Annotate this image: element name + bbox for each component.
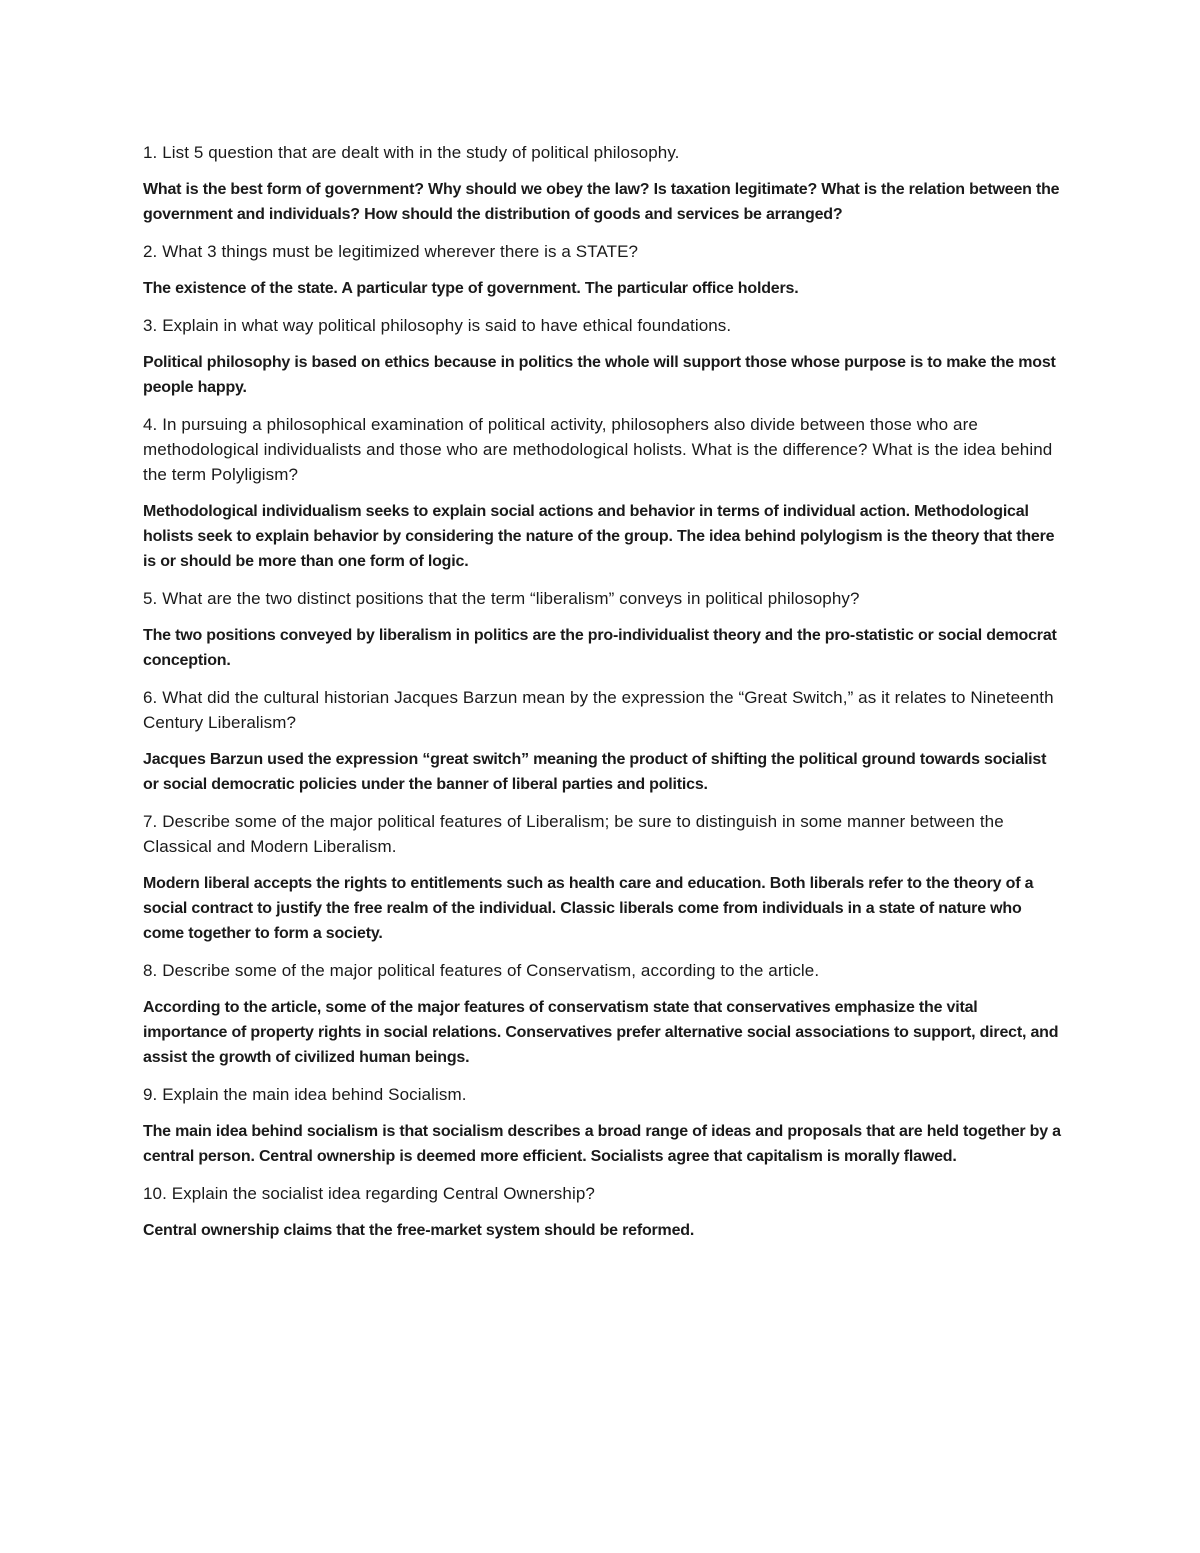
answer-4: Methodological individualism seeks to explain social actions and behavior in terms of individual action. Methodological holists seek to explain behavior by considering the nature of the group. The idea behind polylogism is the theory that there is or should be more than one form of logic. bbox=[143, 503, 1055, 570]
qa-item-10 bbox=[143, 1181, 1063, 1243]
qa-item-7 bbox=[143, 809, 1063, 946]
answer-2: The existence of the state. A particular type of government. The particular office holders. bbox=[143, 280, 799, 297]
qa-item-2 bbox=[143, 239, 1063, 301]
answer-8: According to the article, some of the major features of conservatism state that conservatives emphasize the vital importance of property rights in social relations. Conservatives prefer alternative social associations to support, direct, and assist the growth of civilized human beings. bbox=[143, 999, 1059, 1066]
qa-item-3 bbox=[143, 313, 1063, 400]
question-6: 6. What did the cultural historian Jacques Barzun mean by the expression the “Great Switch,” as it relates to Nineteenth Century Liberalism? bbox=[143, 688, 1054, 732]
question-2: 2. What 3 things must be legitimized wherever there is a STATE? bbox=[143, 242, 639, 261]
question-4: 4. In pursuing a philosophical examination of political activity, philosophers also divide between those who are methodological individualists and those who are methodological holists. What is the difference? What is the idea behind the term Polyligism? bbox=[143, 415, 1053, 484]
question-7: 7. Describe some of the major political features of Liberalism; be sure to distinguish in some manner between the Classical and Modern Liberalism. bbox=[143, 812, 1004, 856]
answer-3: Political philosophy is based on ethics because in politics the whole will support those whose purpose is to make the most people happy. bbox=[143, 354, 1056, 396]
answer-9: The main idea behind socialism is that socialism describes a broad range of ideas and proposals that are held together by a central person. Central ownership is deemed more efficient. Socialists agree that capitalism is morally flawed. bbox=[143, 1123, 1061, 1165]
question-8: 8. Describe some of the major political features of Conservatism, according to the article. bbox=[143, 961, 820, 980]
qa-item-1 bbox=[143, 140, 1063, 227]
qa-item-8 bbox=[143, 958, 1063, 1070]
answer-1: What is the best form of government? Why should we obey the law? Is taxation legitimate? What is the relation between the government and individuals? How should the distribution of goods and services be arranged? bbox=[143, 181, 1060, 223]
answer-7: Modern liberal accepts the rights to entitlements such as health care and education. Both liberals refer to the theory of a social contract to justify the free realm of the individual. Classic liberals come from individuals in a state of nature who come together to form a society. bbox=[143, 875, 1034, 942]
qa-item-9 bbox=[143, 1082, 1063, 1169]
qa-item-5 bbox=[143, 586, 1063, 673]
answer-5: The two positions conveyed by liberalism in politics are the pro-individualist theory and the pro-statistic or social democrat conception. bbox=[143, 627, 1057, 669]
answer-10: Central ownership claims that the free-market system should be reformed. bbox=[143, 1222, 695, 1239]
question-3: 3. Explain in what way political philosophy is said to have ethical foundations. bbox=[143, 316, 732, 335]
qa-item-4 bbox=[143, 412, 1063, 574]
question-10: 10. Explain the socialist idea regarding Central Ownership? bbox=[143, 1184, 595, 1203]
question-answer-list bbox=[143, 140, 1063, 1255]
qa-item-6 bbox=[143, 685, 1063, 797]
question-9: 9. Explain the main idea behind Socialism. bbox=[143, 1085, 467, 1104]
answer-6: Jacques Barzun used the expression “great switch” meaning the product of shifting the political ground towards socialist or social democratic policies under the banner of liberal parties and politics. bbox=[143, 751, 1047, 793]
question-5: 5. What are the two distinct positions that the term “liberalism” conveys in political philosophy? bbox=[143, 589, 860, 608]
question-1: 1. List 5 question that are dealt with in the study of political philosophy. bbox=[143, 143, 680, 162]
